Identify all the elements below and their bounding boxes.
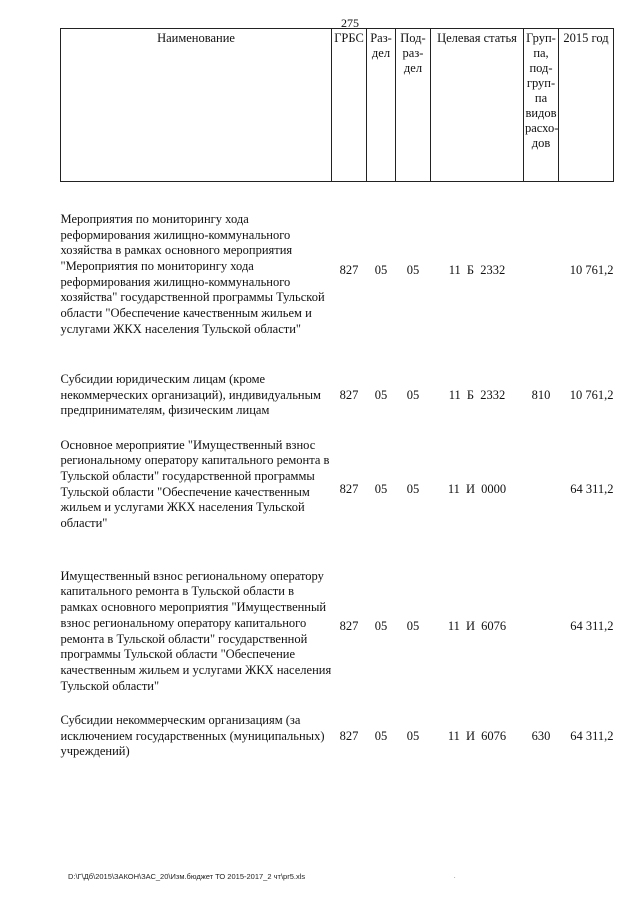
row-target: 11 И 6076 (447, 618, 507, 633)
budget-table (60, 28, 614, 768)
row-target: 11 Б 2332 (448, 387, 506, 402)
row-target: 11 Б 2332 (448, 262, 506, 277)
row-section: 05 (374, 262, 388, 277)
row-name: Мероприятия по мониторингу хода реформирования жилищно-коммунального хозяйства в рамках основного мероприятия "Мероприятия по мониторингу хода реформирования жилищно-коммунального хозяйства" государственной программы Тульской области "Обеспечение качественным жильем и услугами ЖКХ населения Тульской области" (60, 211, 325, 336)
footer-file-path: D:\Г\Дб\2015\ЗАКОН\ЗАС_20\Изм.бюджет ТО 2015-2017_2 чт\pr5.xls (68, 872, 306, 881)
row-subsection: 05 (406, 481, 420, 496)
row-amount: 64 311,2 (570, 618, 614, 633)
row-name: Основное мероприятие "Имущественный взнос региональному оператору капитального ремонта в Тульской области" государственной программы Тульской области "Обеспечение качественным жильем и услугами ЖКХ населения Тульской области" (60, 437, 330, 531)
table-row (61, 706, 614, 768)
row-group (524, 548, 559, 706)
row-subsection: 05 (406, 618, 420, 633)
header-target: Целевая статья (431, 29, 524, 182)
table-row (61, 548, 614, 706)
row-group (524, 432, 559, 548)
row-name: Имущественный взнос региональному оператору капитального ремонта в Тульской области в рамках основного мероприятия "Имущественный взнос региональному оператору капитального ремонта в Тульской области" государственной программы Тульской области "Обеспечение качественным жильем и услугами ЖКХ населения Тульской области" (60, 568, 332, 693)
header-section: Раз-дел (367, 29, 396, 182)
row-grbs: 827 (339, 618, 359, 633)
row-subsection: 05 (406, 262, 420, 277)
row-amount: 64 311,2 (570, 481, 614, 496)
row-target: 11 И 6076 (447, 728, 507, 743)
table-row (61, 432, 614, 548)
row-amount: 64 311,2 (570, 728, 614, 743)
row-group (524, 182, 559, 360)
row-subsection: 05 (406, 387, 420, 402)
row-group: 810 (531, 387, 551, 402)
header-group: Груп-па, под-груп-па видов расхо-дов (524, 29, 559, 182)
row-name: Субсидии некоммерческим организациям (за исключением государственных (муниципальных) учреждений) (60, 712, 325, 759)
row-section: 05 (374, 481, 388, 496)
row-target: 11 И 0000 (447, 481, 507, 496)
table-row (61, 182, 614, 360)
row-amount: 10 761,2 (569, 387, 614, 402)
row-group: 630 (531, 728, 551, 743)
row-amount: 10 761,2 (569, 262, 614, 277)
page-number: 275 (341, 16, 359, 30)
row-section: 05 (374, 387, 388, 402)
table-row (61, 360, 614, 432)
header-year: 2015 год (559, 29, 614, 182)
row-name: Субсидии юридическим лицам (кроме некоммерческих организаций), индивидуальным предпринимателям, физическим лицам (60, 371, 321, 418)
stray-dot: . (454, 874, 456, 880)
row-subsection: 05 (406, 728, 420, 743)
header-subsection: Под-раз-дел (396, 29, 431, 182)
table-header-row (61, 29, 614, 182)
row-grbs: 827 (339, 387, 359, 402)
header-name: Наименование (61, 29, 332, 182)
row-grbs: 827 (339, 262, 359, 277)
row-section: 05 (374, 618, 388, 633)
header-grbs: ГРБС (332, 29, 367, 182)
row-grbs: 827 (339, 728, 359, 743)
row-grbs: 827 (339, 481, 359, 496)
row-section: 05 (374, 728, 388, 743)
